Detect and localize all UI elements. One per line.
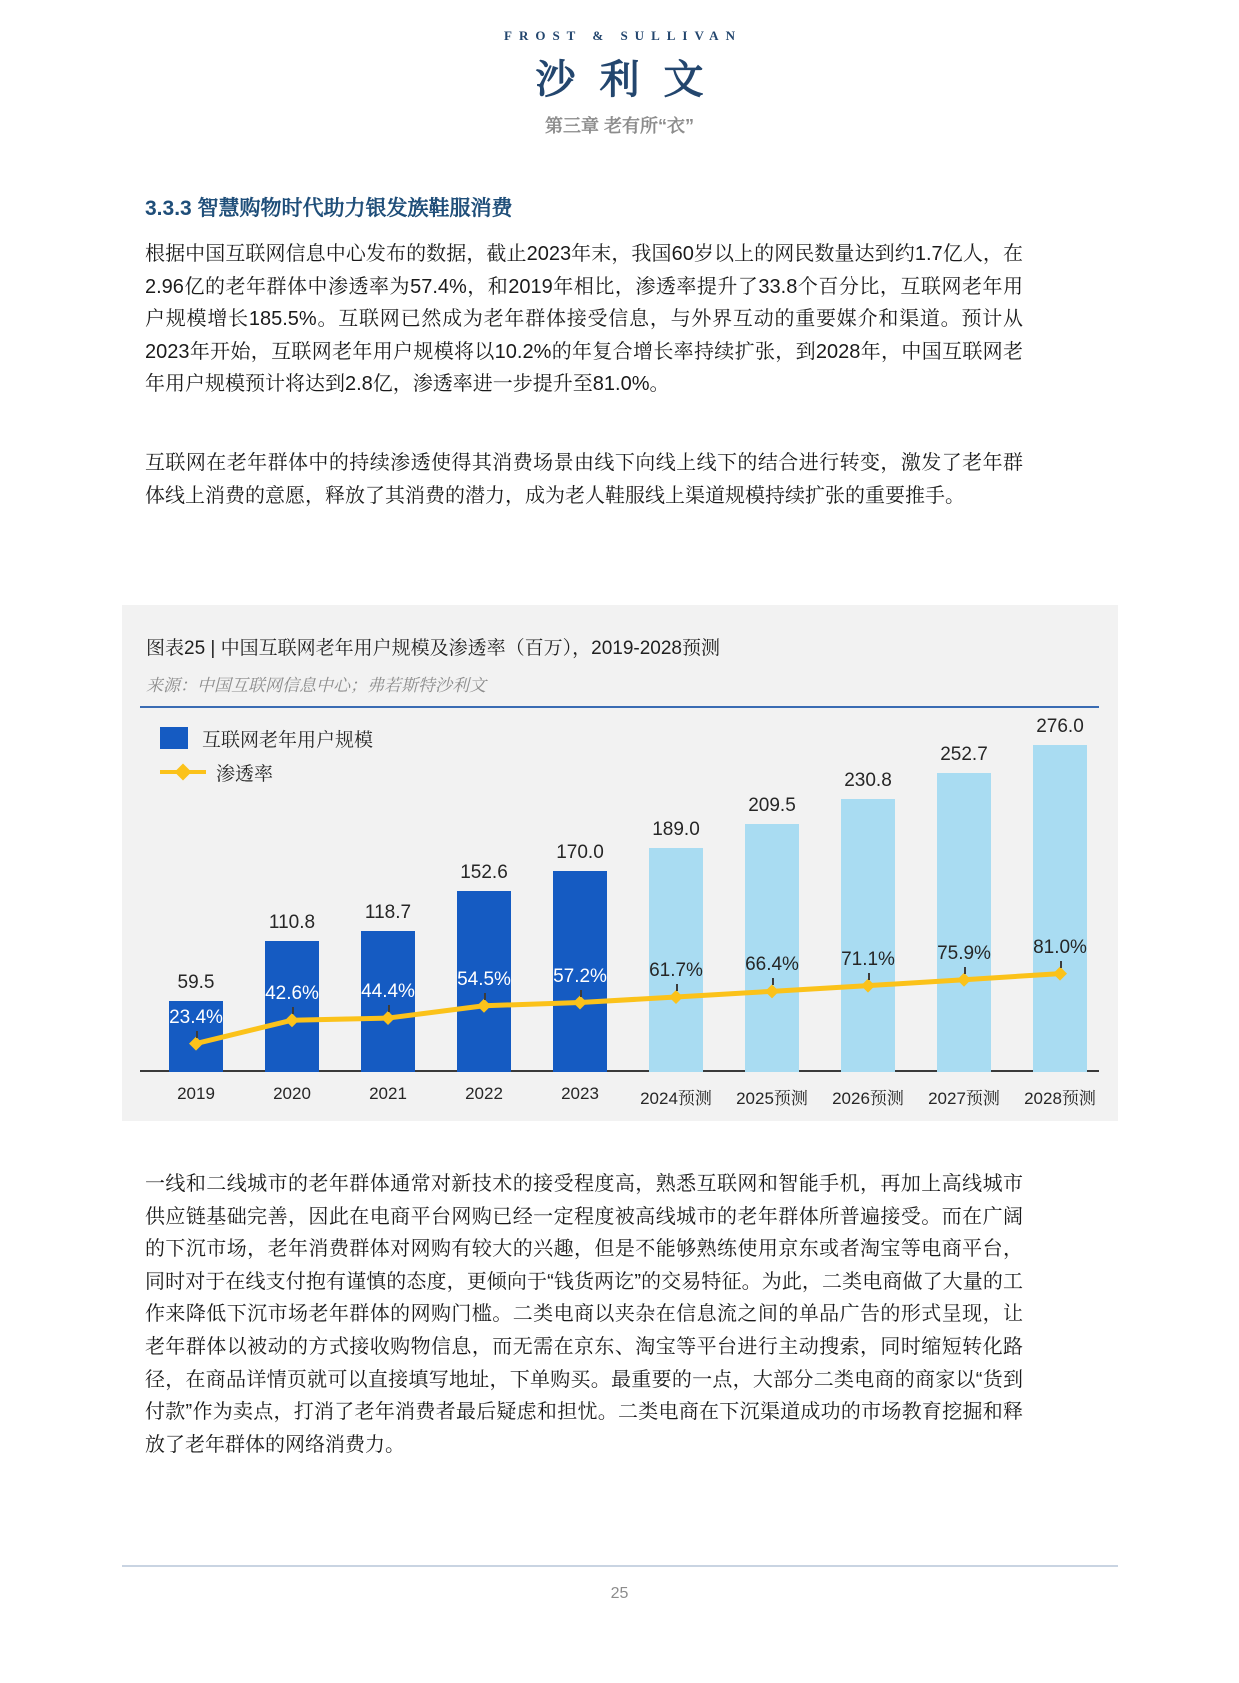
paragraph-1: 根据中国互联网信息中心发布的数据，截止2023年末，我国60岁以上的网民数量达到约1.7亿人，在2.96亿的老年群体中渗透率为57.4%，和2019年相比，渗透率提升了33.8个百分比，互联网老年用户规模增长185.5%。互联网已然成为老年群体接受信息，与外界互动的重要媒介和渠道。预计从2023年开始，互联网老年用户规模将以10.2%的年复合增长率持续扩张，到2028年，中国互联网老年用户规模预计将达到2.8亿，渗透率进一步提升至81.0%。	[145, 243, 1023, 396]
bar-value-label: 209.5	[748, 795, 796, 816]
penetration-label: 71.1%	[841, 948, 895, 970]
bar-value-label: 189.0	[652, 819, 700, 840]
x-axis-label: 2027预测	[928, 1089, 1000, 1108]
bar-value-label: 252.7	[940, 744, 988, 765]
diamond-marker	[957, 973, 971, 987]
diamond-marker	[669, 990, 683, 1004]
page-number: 25	[610, 1585, 629, 1602]
logo-cn-text: 沙利文	[535, 58, 728, 102]
penetration-label: 61.7%	[649, 960, 703, 982]
x-axis-label: 2019	[177, 1084, 215, 1103]
penetration-leader-tick	[196, 1031, 198, 1038]
penetration-label: 75.9%	[937, 942, 991, 964]
legend-item-line	[160, 755, 373, 789]
x-axis-label: 2028预测	[1024, 1089, 1096, 1108]
penetration-label: 57.2%	[553, 965, 607, 987]
penetration-label: 44.4%	[361, 981, 415, 1003]
penetration-leader-tick	[484, 993, 486, 1000]
x-axis-label: 2022	[465, 1084, 503, 1103]
penetration-leader-tick	[868, 973, 870, 980]
line-legend-label: 渗透率	[216, 763, 274, 785]
penetration-leader-tick	[292, 1007, 294, 1014]
penetration-leader-tick	[388, 1005, 390, 1012]
penetration-label: 81.0%	[1033, 936, 1087, 958]
chart-panel	[122, 605, 1118, 1121]
bar-value-label: 276.0	[1036, 716, 1084, 737]
x-axis-label: 2021	[369, 1084, 407, 1103]
paragraph-2: 互联网在老年群体中的持续渗透使得其消费场景由线下向线上线下的结合进行转变，激发了老年群体线上消费的意愿，释放了其消费的潜力，成为老人鞋服线上渠道规模持续扩张的重要推手。	[145, 452, 1023, 507]
penetration-leader-tick	[964, 967, 966, 974]
x-axis-label: 2020	[273, 1084, 311, 1103]
x-axis-label: 2026预测	[832, 1089, 904, 1108]
chart-source: 来源：中国互联网信息中心；弗若斯特沙利文	[146, 676, 486, 695]
diamond-icon	[175, 764, 192, 781]
diamond-marker	[573, 996, 587, 1010]
bar-value-label: 230.8	[844, 770, 892, 791]
bar-value-label: 110.8	[268, 912, 316, 933]
penetration-leader-tick	[580, 990, 582, 997]
diamond-marker	[861, 979, 875, 993]
x-axis-label: 2023	[561, 1084, 599, 1103]
chart-title: 图表25 | 中国互联网老年用户规模及渗透率（百万），2019-2028预测	[146, 638, 720, 659]
bar-value-label: 152.6	[460, 862, 508, 883]
penetration-leader-tick	[676, 984, 678, 991]
bar-legend-swatch	[160, 727, 188, 749]
diamond-marker	[477, 999, 491, 1013]
penetration-label: 23.4%	[169, 1006, 223, 1028]
company-logo	[0, 28, 1239, 105]
penetration-label: 66.4%	[745, 954, 799, 976]
penetration-leader-tick	[772, 978, 774, 985]
diamond-marker	[285, 1013, 299, 1027]
bar-legend-label: 互联网老年用户规模	[202, 729, 374, 751]
logo-en-text: FROST & SULLIVAN	[504, 28, 742, 43]
diamond-marker	[1053, 967, 1067, 981]
paragraph-3: 一线和二线城市的老年群体通常对新技术的接受程度高，熟悉互联网和智能手机，再加上高线城市供应链基础完善，因此在电商平台网购已经一定程度被高线城市的老年群体所普遍接受。而在广阔的下沉市场，老年消费群体对网购有较大的兴趣，但是不能够熟练使用京东或者淘宝等电商平台，同时对于在线支付抱有谨慎的态度，更倾向于“钱货两讫”的交易特征。为此，二类电商做了大量的工作来降低下沉市场老年群体的网购门槛。二类电商以夹杂在信息流之间的单品广告的形式呈现，让老年群体以被动的方式接收购物信息，而无需在京东、淘宝等平台进行主动搜索，同时缩短转化路径，在商品详情页就可以直接填写地址，下单购买。最重要的一点，大部分二类电商的商家以“货到付款”作为卖点，打消了老年消费者最后疑虑和担忧。二类电商在下沉渠道成功的市场教育挖掘和释放了老年群体的网络消费力。	[145, 1173, 1023, 1456]
legend-item-bar	[160, 721, 373, 755]
diamond-marker	[765, 984, 779, 998]
section-heading: 3.3.3 智慧购物时代助力银发族鞋服消费	[145, 197, 513, 220]
line-legend-marker	[160, 761, 206, 783]
penetration-label: 42.6%	[265, 983, 319, 1005]
penetration-leader-tick	[1060, 961, 1062, 968]
diamond-marker	[381, 1011, 395, 1025]
bar-value-label: 118.7	[364, 902, 412, 923]
footer-divider	[122, 1565, 1118, 1567]
bar-value-label: 170.0	[556, 842, 604, 863]
bar-value-label: 59.5	[177, 972, 215, 993]
chapter-title: 第三章 老有所“衣”	[544, 116, 694, 136]
x-axis-label: 2025预测	[736, 1089, 808, 1108]
penetration-label: 54.5%	[457, 968, 511, 990]
x-axis-label: 2024预测	[640, 1089, 712, 1108]
chart-legend	[160, 721, 373, 789]
diamond-marker	[189, 1037, 203, 1051]
